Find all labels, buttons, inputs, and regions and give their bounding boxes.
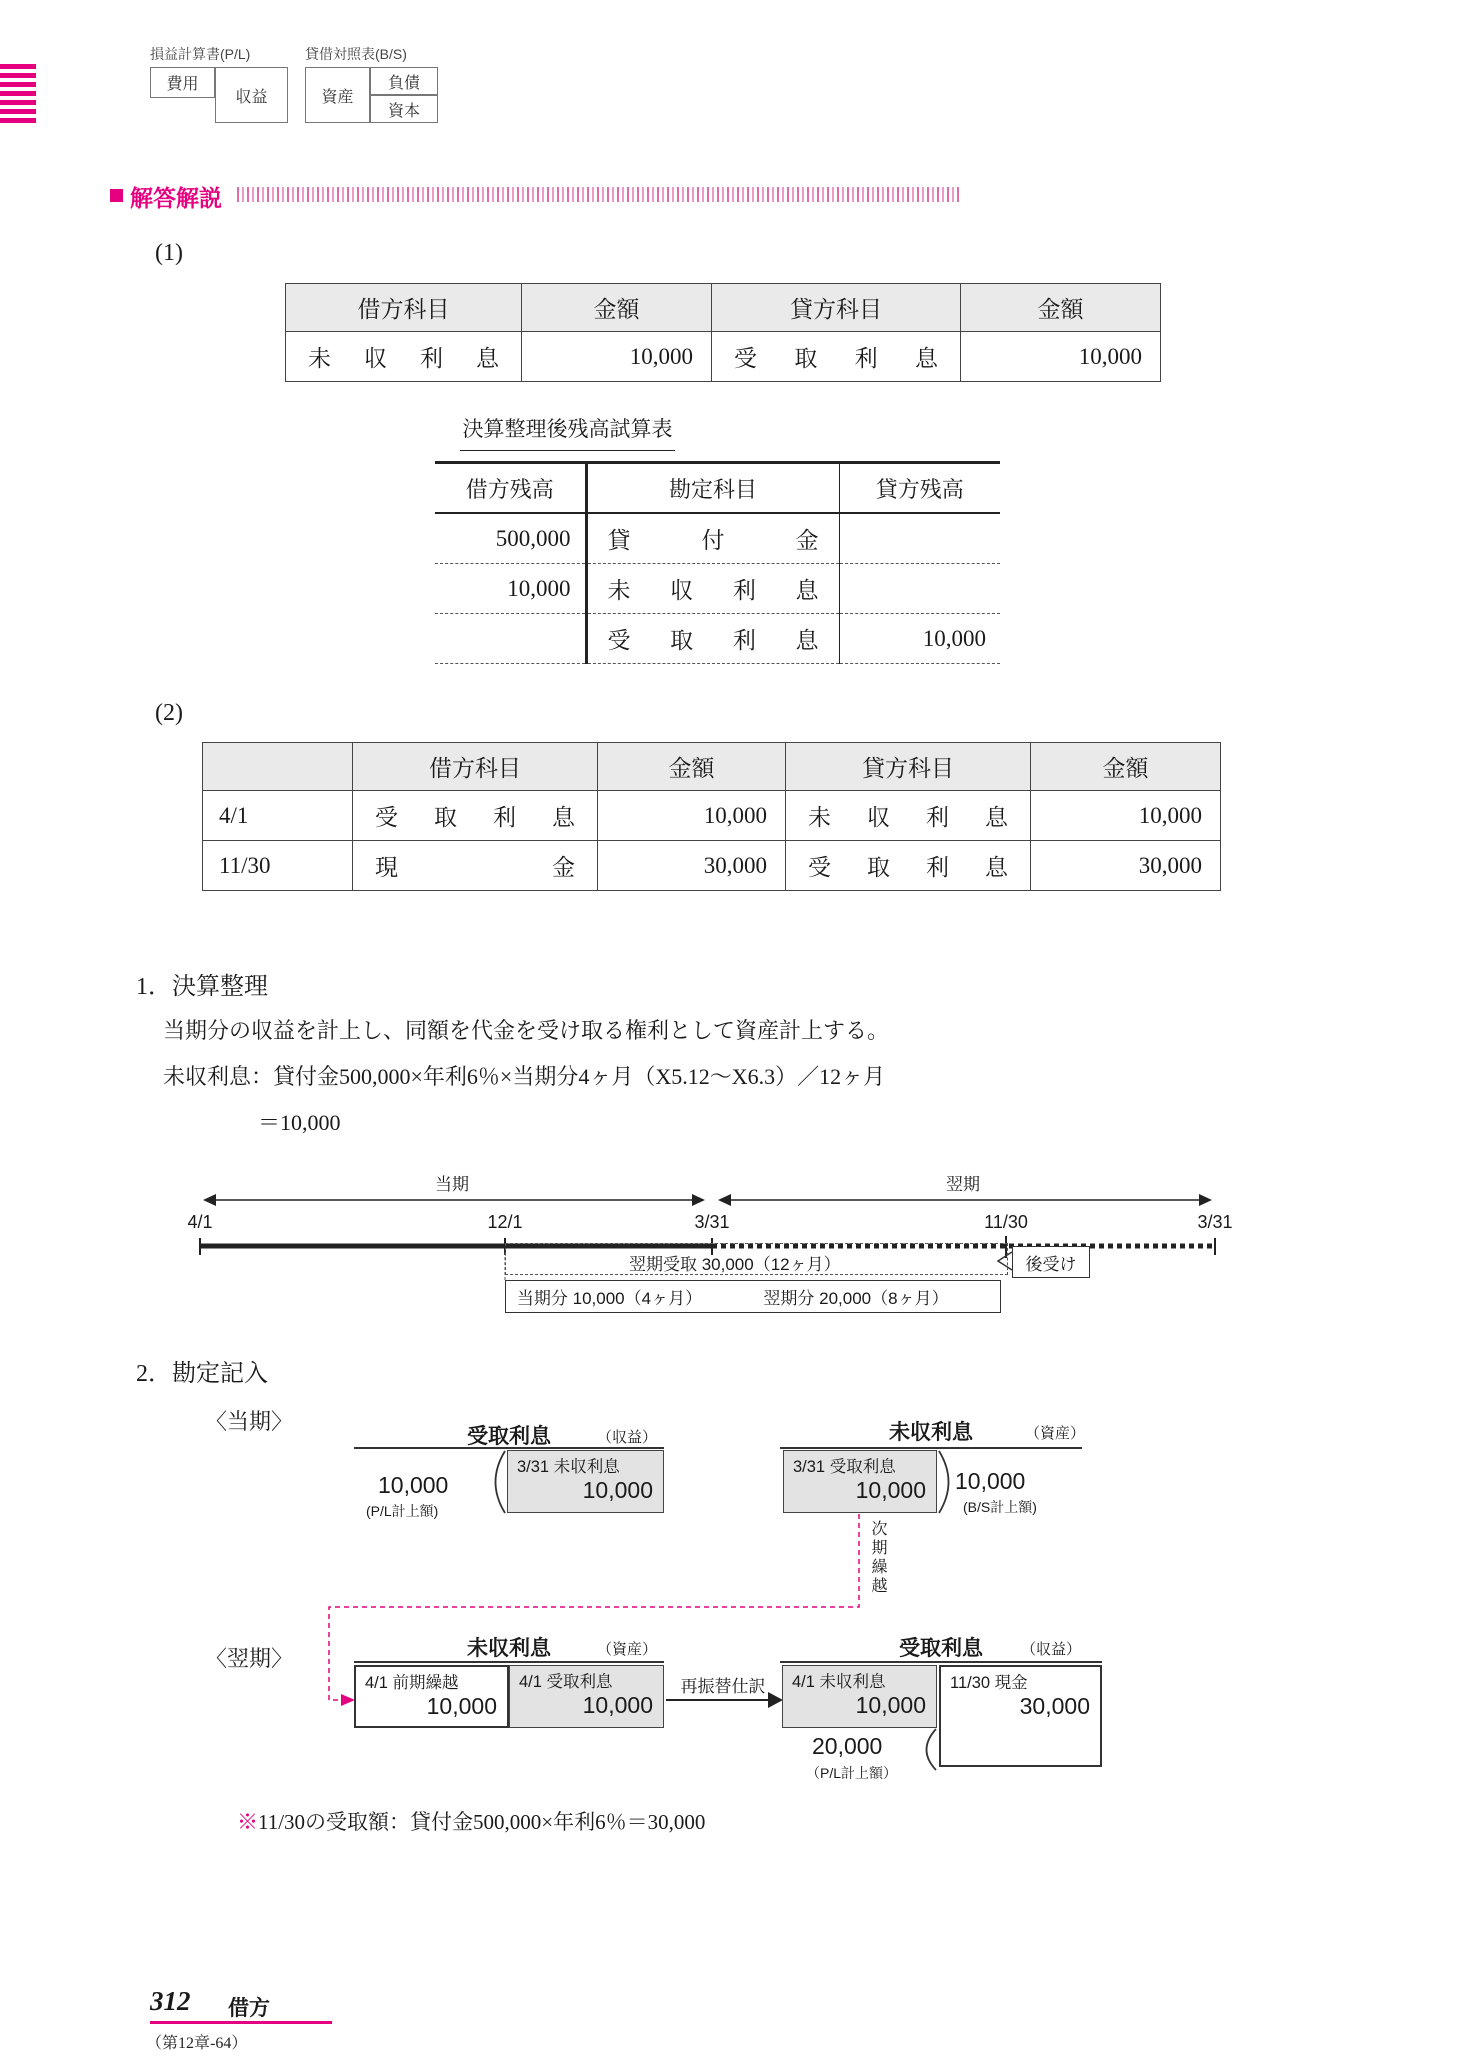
timeline-current-period-label: 当期 [435, 1175, 469, 1194]
section1-formula-result: ＝10,000 [258, 1110, 341, 1135]
timeline-date-1: 12/1 [487, 1212, 523, 1232]
j2-r1-debit-amount: 10,000 [598, 791, 786, 841]
j2-r2-credit: 受 取 利 息 [808, 855, 1008, 880]
footer-accent-rule [150, 2021, 332, 2024]
next-portion-box [712, 1280, 1001, 1313]
ni-box-label: 4/1 未収利息 [792, 1673, 886, 1691]
table-row [203, 841, 1221, 891]
carryover-label: 次期繰越 [869, 1520, 886, 1596]
pl-revenue-label: 収益 [235, 88, 268, 106]
j2-header-debit-amount: 金額 [598, 743, 786, 791]
j1-header-credit: 貸方科目 [712, 284, 961, 332]
ni-cash-amount: 30,000 [1019, 1692, 1090, 1719]
tb-r1-account: 貸 付 金 [607, 528, 819, 553]
ni-pl-amount: 20,000 [812, 1733, 883, 1759]
section2-heading: 2．勘定記入 [136, 1361, 268, 1387]
table-row [435, 614, 1000, 664]
ci-left-amount: 10,000 [378, 1472, 449, 1498]
account-tag-current-accrued: （資産） [1025, 1425, 1086, 1442]
tb-r3-debit [435, 614, 586, 664]
bs-liability-box [370, 67, 438, 95]
timeline-next-period-label: 翌期 [946, 1175, 980, 1194]
ni-cash-box [939, 1665, 1102, 1767]
footer-page-number: 312 [150, 1986, 191, 2016]
table-row [435, 564, 1000, 614]
bs-asset-box [305, 67, 370, 123]
ni-pl-note: （P/L計上額） [806, 1765, 898, 1781]
j1-credit-account: 受 取 利 息 [734, 346, 938, 371]
j1-credit-amount: 10,000 [961, 332, 1161, 382]
footnote [237, 1806, 705, 1836]
bs-equity-label: 資本 [387, 102, 420, 120]
arrowhead-right2-icon [1199, 1194, 1212, 1206]
na-left-box-amount: 10,000 [426, 1692, 497, 1719]
account-title-current-accrued: 未収利息 [889, 1421, 973, 1444]
na-right-box-amount: 10,000 [582, 1691, 653, 1718]
table-row [286, 332, 1161, 382]
j2-r2-debit: 現 金 [375, 855, 575, 880]
trial-balance-title: 決算整理後残高試算表 [460, 413, 675, 451]
ci-left-note: (P/L計上額) [366, 1503, 439, 1519]
account-tag-current-interest: （収益） [597, 1429, 658, 1446]
account-title-next-interest: 受取利息 [899, 1637, 983, 1660]
ni-gray-box [782, 1665, 937, 1728]
ca-gray-box [783, 1450, 937, 1513]
current-portion-box [505, 1280, 714, 1313]
pl-revenue-box [215, 67, 288, 123]
paren-close-icon [939, 1451, 949, 1513]
arrowhead-right-icon [692, 1194, 705, 1206]
j2-header-credit: 貸方科目 [786, 743, 1031, 791]
paren-open-icon [496, 1451, 506, 1513]
footer-page-title: 借方 [228, 1997, 270, 2020]
na-right-box-label: 4/1 受取利息 [519, 1673, 613, 1691]
timeline-date-0: 4/1 [187, 1212, 213, 1232]
j1-debit-amount: 10,000 [522, 332, 712, 382]
tb-header-credit: 貸方残高 [839, 463, 1000, 514]
tb-r3-credit: 10,000 [839, 614, 1000, 664]
ca-box-amount: 10,000 [855, 1476, 926, 1503]
next-receipt-label: 翌期受取 30,000（12ヶ月） [629, 1255, 841, 1274]
current-portion-label: 当期分 10,000（4ヶ月） [516, 1289, 703, 1308]
na-gray-box [509, 1665, 664, 1728]
tb-r2-account: 未 収 利 息 [607, 578, 819, 603]
j1-header-debit-amount: 金額 [522, 284, 712, 332]
next-period-tag: 〈翌期〉 [205, 1646, 294, 1671]
answer-header-title: 解答解説 [130, 185, 222, 211]
bs-legend-title: 貸借対照表(B/S) [305, 46, 407, 62]
timeline-date-4: 3/31 [1197, 1212, 1233, 1232]
footnote-mark: ※ [237, 1810, 258, 1834]
journal-table-1 [285, 283, 1161, 382]
j2-header-date [203, 743, 353, 791]
footer-chapter: （第12章-64） [146, 2035, 248, 2052]
current-period-tag: 〈当期〉 [205, 1409, 294, 1434]
journal-table-2 [202, 742, 1221, 891]
footnote-text: 11/30の受取額：貸付金500,000×年利6％＝30,000 [258, 1810, 706, 1834]
j2-r1-credit-amount: 10,000 [1031, 791, 1221, 841]
account-title-next-accrued: 未収利息 [467, 1637, 551, 1660]
part2-label: (2) [155, 700, 183, 726]
part1-label: (1) [155, 240, 183, 266]
answer-header-band [237, 187, 962, 202]
paren-open2-icon [927, 1729, 937, 1770]
account-title-current-interest: 受取利息 [467, 1425, 551, 1448]
next-portion-label: 翌期分 20,000（8ヶ月） [763, 1289, 949, 1308]
tb-r1-debit: 500,000 [435, 513, 586, 564]
pl-expense-box [150, 67, 215, 98]
ca-right-amount: 10,000 [955, 1468, 1026, 1494]
ca-right-note: (B/S計上額) [963, 1499, 1037, 1515]
j1-debit-account: 未 収 利 息 [308, 346, 499, 371]
j2-r2-date: 11/30 [203, 841, 353, 891]
tb-r3-account: 受 取 利 息 [607, 628, 819, 653]
timeline-date-3: 11/30 [984, 1212, 1028, 1232]
ni-box-amount: 10,000 [855, 1691, 926, 1718]
j2-r1-debit: 受 取 利 息 [375, 805, 575, 830]
j2-header-debit: 借方科目 [353, 743, 598, 791]
bs-liability-label: 負債 [387, 74, 420, 92]
j2-r2-credit-amount: 30,000 [1031, 841, 1221, 891]
j2-r1-date: 4/1 [203, 791, 353, 841]
j2-header-credit-amount: 金額 [1031, 743, 1221, 791]
section1-body: 当期分の収益を計上し、同額を代金を受け取る権利として資産計上する。 [163, 1018, 890, 1043]
section1-formula: 未収利息：貸付金500,000×年利6％×当期分4ヶ月（X5.12～X6.3）／12ヶ月 [163, 1064, 886, 1089]
deferred-label: 後受け [1025, 1254, 1077, 1274]
tb-r2-credit [839, 564, 1000, 614]
j2-r1-credit: 未 収 利 息 [808, 805, 1008, 830]
ni-cash-label: 11/30 現金 [950, 1674, 1028, 1692]
na-left-box-label: 4/1 前期繰越 [365, 1674, 459, 1692]
tb-header-account: 勘定科目 [586, 463, 839, 514]
j1-header-credit-amount: 金額 [961, 284, 1161, 332]
account-tag-next-accrued: （資産） [597, 1641, 658, 1658]
timeline-date-2: 3/31 [694, 1212, 730, 1232]
tb-header-debit: 借方残高 [435, 463, 586, 514]
j1-header-debit: 借方科目 [286, 284, 522, 332]
pl-legend-title: 損益計算書(P/L) [150, 46, 251, 62]
arrowhead-left-icon [203, 1194, 216, 1206]
table-row [435, 513, 1000, 564]
ci-box-label: 3/31 未収利息 [517, 1458, 620, 1476]
tb-r1-credit [839, 513, 1000, 564]
account-tag-next-interest: （収益） [1021, 1641, 1082, 1658]
trial-balance-table [435, 461, 1000, 664]
page-edge-stripes [0, 64, 36, 125]
ci-gray-box [507, 1450, 664, 1513]
j2-r2-debit-amount: 30,000 [598, 841, 786, 891]
deferred-box [1012, 1246, 1090, 1278]
carryover-arrowhead-icon [341, 1694, 355, 1706]
table-row [203, 791, 1221, 841]
na-white-box [354, 1665, 509, 1728]
bs-equity-box [370, 95, 438, 123]
pl-expense-label: 費用 [166, 76, 199, 93]
answer-header-bullet-icon [110, 189, 123, 202]
ci-box-amount: 10,000 [582, 1476, 653, 1503]
tb-r2-debit: 10,000 [435, 564, 586, 614]
ca-box-label: 3/31 受取利息 [793, 1458, 896, 1476]
section1-heading: 1．決算整理 [136, 974, 268, 1000]
reversal-label: 再振替仕訳 [680, 1677, 766, 1696]
arrowhead-left2-icon [718, 1194, 731, 1206]
bs-asset-label: 資産 [321, 88, 354, 106]
